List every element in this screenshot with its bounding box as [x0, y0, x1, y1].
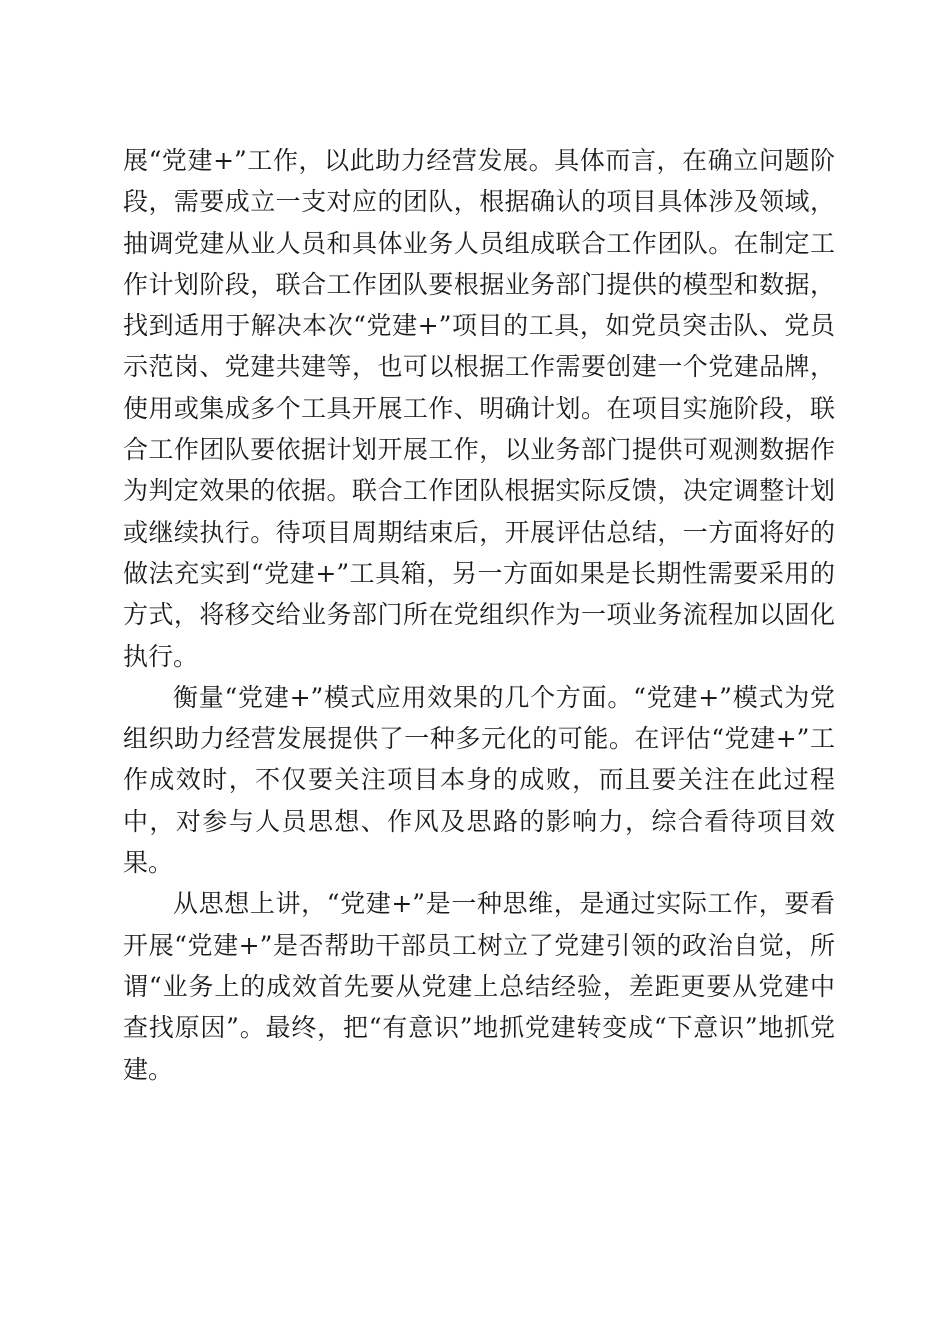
paragraph-3: 从思想上讲，“党建+”是一种思维，是通过实际工作，要看开展“党建+”是否帮助干部员工树立了党建引领的政治自觉，所谓“业务上的成效首先要从党建上总结经验，差距更要从党建中查找原因”。最终，把“有意识”地抓党建转变成“下意识”地抓党建。 [123, 889, 835, 1084]
paragraph-1: 展“党建+”工作，以此助力经营发展。具体而言，在确立问题阶段，需要成立一支对应的团队，根据确认的项目具体涉及领域，抽调党建从业人员和具体业务人员组成联合工作团队。在制定工作计划阶段，联合工作团队要根据业务部门提供的模型和数据，找到适用于解决本次“党建+”项目的工具，如党员突击队、党员示范岗、党建共建等，也可以根据工作需要创建一个党建品牌，使用或集成多个工具开展工作、明确计划。在项目实施阶段，联合工作团队要依据计划开展工作，以业务部门提供可观测数据作为判定效果的依据。联合工作团队根据实际反馈，决定调整计划或继续执行。待项目周期结束后，开展评估总结，一方面将好的做法充实到“党建+”工具箱，另一方面如果是长期性需要采用的方式，将移交给业务部门所在党组织作为一项业务流程加以固化执行。 [123, 146, 835, 671]
document-page [123, 140, 835, 1090]
paragraph-2: 衡量“党建+”模式应用效果的几个方面。“党建+”模式为党组织助力经营发展提供了一种多元化的可能。在评估“党建+”工作成效时，不仅要关注项目本身的成败，而且要关注在此过程中，对参与人员思想、作风及思路的影响力，综合看待项目效果。 [123, 682, 835, 878]
